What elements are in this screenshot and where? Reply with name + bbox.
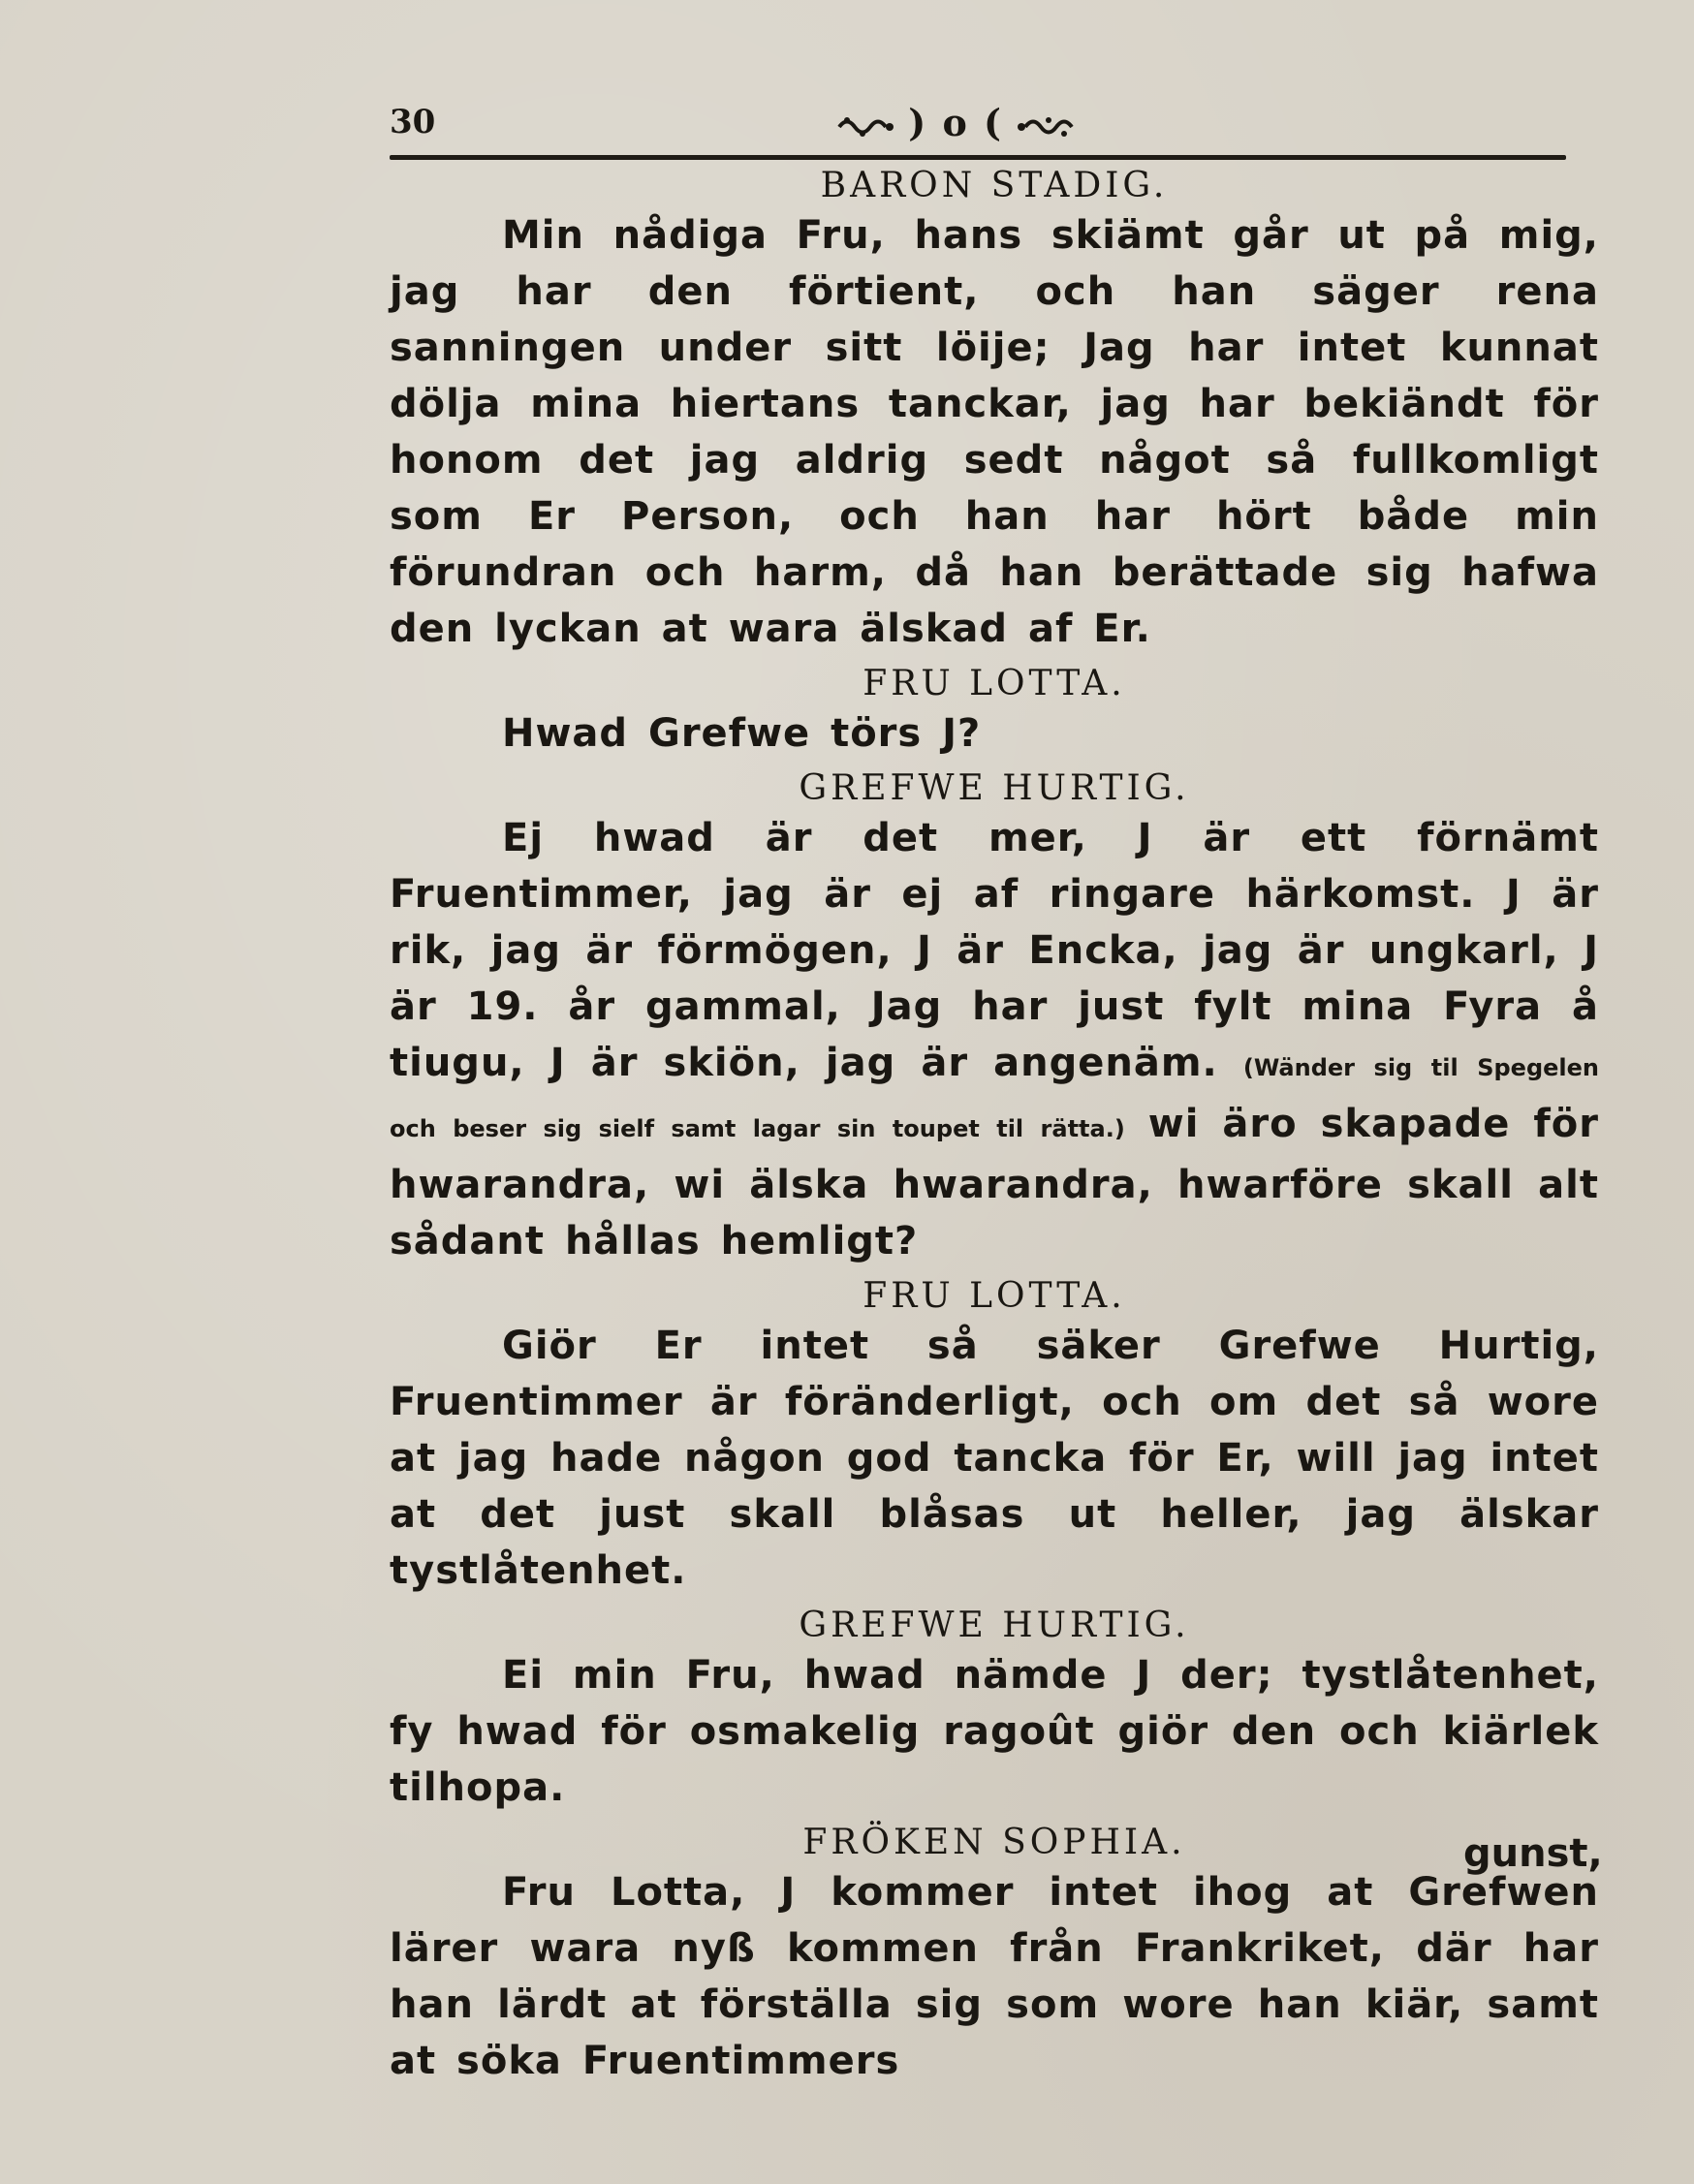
running-head-text: ) o ( — [908, 101, 1003, 144]
running-head — [837, 101, 1074, 144]
speech-text: wi äro skapade för hwarandra, wi älska hwarandra, hwarföre skall alt sådant hållas hemligt? — [390, 1102, 1599, 1264]
catchword: gunst, — [1463, 1831, 1603, 1876]
speech-text: Ej hwad är det mer, J är ett förnämt Fruentimmer, jag är ej af ringare härkomst. J är rik, jag är förmögen, J är Encka, jag är ungkarl, J är 19. år gammal, Jag har just fylt mina Fyra å tiugu, J är skiön, jag är angenäm. — [390, 816, 1599, 1085]
speech-paragraph: Fru Lotta, J kommer intet ihog at Grefwen lärer wara nyß kommen från Frankriket, där har han lärdt at förställa sig som wore han kiär, samt at söka Fruentimmers — [390, 1870, 1599, 2083]
speaker-name: GREFWE HURTIG. — [799, 1606, 1190, 1645]
speech-paragraph: Hwad Grefwe törs J? — [502, 711, 982, 756]
stage-direction: (Wänder sig til Spegelen och beser sig sielf samt lagar sin toupet til rätta.) — [390, 1054, 1600, 1142]
page-header — [390, 99, 1566, 157]
speaker-name: BARON STADIG. — [820, 166, 1169, 205]
speech-paragraph — [390, 810, 1599, 1269]
left-fleuron-icon — [837, 114, 894, 140]
right-fleuron-icon — [1018, 114, 1074, 140]
speaker-name: FRÖKEN SOPHIA. — [802, 1823, 1186, 1862]
speech-paragraph: Ei min Fru, hwad nämde J der; tystlåtenhet, fy hwad för osmakelig ragoût giör den och kiärlek tilhopa. — [390, 1653, 1599, 1810]
speech-paragraph: Min nådiga Fru, hans skiämt går ut på mig, jag har den förtient, och han säger rena sanningen under sitt löije; Jag har intet kunnat dölja mina hiertans tanckar, jag har bekiändt för honom det jag aldrig sedt något så fullkomligt som Er Person, och han har hört både min förundran och harm, då han berättade sig hafwa den lyckan at wara älskad af Er. — [390, 213, 1599, 651]
speaker-name: FRU LOTTA. — [863, 664, 1126, 703]
speaker-name: FRU LOTTA. — [863, 1276, 1126, 1316]
header-rule — [390, 155, 1566, 160]
speech-paragraph: Giör Er intet så säker Grefwe Hurtig, Fruentimmer är föränderligt, och om det så wore at jag hade någon god tancka för Er, will jag intet at det just skall blåsas ut heller, jag älskar tystlåtenhet. — [390, 1324, 1599, 1593]
speaker-name: GREFWE HURTIG. — [799, 768, 1190, 808]
play-text — [390, 165, 1599, 2095]
page-number: 30 — [390, 103, 436, 141]
